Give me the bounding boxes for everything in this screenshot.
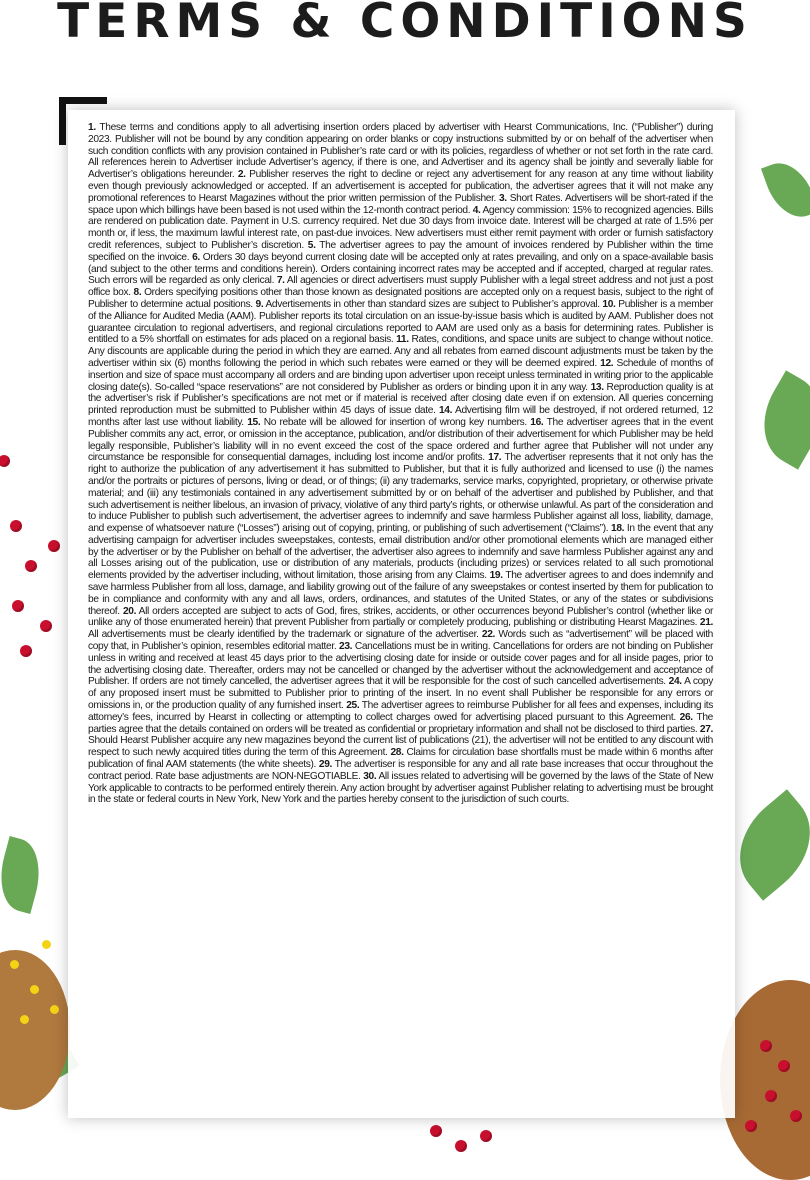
- clause-number: 13.: [590, 381, 604, 393]
- berry-icon: [455, 1140, 467, 1152]
- clause-text: Advertisements in other than standard sizes are subject to Publisher’s approval.: [263, 298, 603, 310]
- clause-text: Rates, conditions, and space units are subject to change without notice. Any discounts are applicable during the period in which they are earned. Any and all rebates from earned discount adjustments must be taken by the advertiser within six (6) months following the period in which such rebates were earned or they will be deemed expired.: [88, 334, 714, 369]
- clause-text: The advertiser agrees to and does indemnify and save harmless Publisher from all loss, damage, and liability growing out of the failure of any sweepstakes or contest inserted by them for publication to be in compliance and conformity with any and all laws, orders, ordinances, and statutes of the United States, or any of the states or subdivisions thereof.: [88, 570, 714, 617]
- clause-text: These terms and conditions apply to all advertising insertion orders placed by advertiser with Hearst Communications, Inc. (“Publisher”) during 2023. Publisher will not be bound by any condition appearing on order blanks or copy instructions submitted by or on behalf of the advertiser when such condition conflicts with any provision contained in Publisher’s rate card or with its policies, regardless of whether or not set forth in the rate card. All references herein to Advertiser include Advertiser’s agency, if there is one, and Advertiser and its agency shall be jointly and severally liable for Advertiser’s obligations hereunder.: [88, 122, 713, 181]
- clause-number: 3.: [498, 192, 507, 204]
- clause-number: 15.: [247, 416, 261, 428]
- clause-text: Agency commission: 15% to recognized agencies. Bills are rendered on publication date. Payment in U.S. currency required. Net due 30 days from invoice date. Interest will be charged at rate of 1.5% per month or, if less, the maximum lawful interest rate, on past-due invoices. New advertisers must either remit payment with order or furnish satisfactory credit references, subject to Publisher’s discretion.: [88, 204, 713, 251]
- clause-text: Advertising film will be destroyed, if not ordered returned, 12 months after last use without liability.: [88, 405, 713, 428]
- clause-number: 16.: [530, 416, 544, 428]
- clause-number: 28.: [390, 747, 404, 759]
- clause-text: All advertisements must be clearly identified by the trademark or signature of the advertiser.: [88, 629, 482, 641]
- clause: [88, 606, 713, 629]
- berry-icon: [40, 620, 52, 632]
- clause-text: Short Rates. Advertisers will be short-rated if the space upon which billings have been based is not used within the 12-month contract period.: [88, 192, 713, 216]
- clause-text: The advertiser is responsible for any and all rate base increases that occur throughout the contract period. Rate base adjustments are NON-NEGOTIABLE.: [88, 759, 713, 782]
- clause-text: Claims for circulation base shortfalls must be made within 6 months after publication of final AAM statements (the white sheets).: [88, 747, 714, 771]
- clause-text: Orders specifying positions other than those known as designated positions are accepted only on a request basis, subject to the right of Publisher to determine actual positions.: [88, 287, 713, 310]
- terms-text: [88, 122, 713, 806]
- clause-text: All issues related to advertising will be governed by the laws of the State of New York applicable to contracts to be performed entirely therein. Any action brought by advertiser against Publisher relating to advertising must be brought in the state or federal courts in New York, New York and the parties hereby consent to the jurisdiction of such courts.: [88, 770, 713, 806]
- clause-number: 30.: [363, 770, 377, 782]
- clause-number: 23.: [339, 641, 353, 653]
- clause-number: 14.: [438, 405, 453, 417]
- clause: [256, 299, 603, 310]
- flower-icon: [10, 960, 19, 969]
- flower-icon: [20, 1015, 29, 1024]
- clause: [247, 417, 530, 428]
- clause-number: 19.: [489, 570, 503, 582]
- clause-text: Schedule of months of insertion and size of space must accompany all orders and are binding upon advertiser upon receipt unless terminated in writing prior to the applicable closing date(s). So-called “space reservations” are not considered by Publisher as orders or binding upon it in any way.: [88, 357, 713, 393]
- clause-text: No rebate will be allowed for insertion of wrong key numbers.: [260, 416, 531, 428]
- clause-number: 10.: [602, 298, 616, 310]
- berry-icon: [745, 1120, 757, 1132]
- clause-number: 26.: [679, 711, 693, 723]
- clause-text: The advertiser agrees that in the event Publisher commits any act, error, or omission in the acceptance, publication, and/or distribution of their advertisement for which Publisher may be held legally responsible, Publisher’s liability will in no event exceed the cost of the space ordered and further agree that Publisher will not under any circumstance be responsible for consequential damages, including lost income and/or profits.: [88, 416, 713, 464]
- clause-number: 24.: [668, 676, 682, 688]
- clause-text: In the event that any advertising campaign for advertiser includes sweepstakes, contests, email distribution and/or other promotional elements which are managed either by the advertiser or by the Publisher on behalf of the advertiser, the advertiser also agrees to indemnify and save harmless Publisher against any and all Losses arising out of the publication, use or distribution of any materials, products (including prizes) or services related to all such promotional elements provided by the advertiser including, without limitation, those arising from any Claims.: [88, 523, 714, 582]
- clause-number: 4.: [472, 204, 481, 216]
- berry-icon: [790, 1110, 802, 1122]
- clause-number: 25.: [346, 700, 360, 712]
- clause-number: 27.: [699, 723, 713, 735]
- clause-number: 6.: [192, 251, 200, 263]
- page-title: TERMS & CONDITIONS: [57, 0, 753, 49]
- clause-text: Reproduction quality is at the advertiser’s risk if Publisher’s specifications are not met or if material is received after closing date even if on extension. All queries concerning printed reproduction must be submitted to Publisher within 45 days of issue date.: [88, 381, 713, 417]
- clause-text: Publisher reserves the right to decline or reject any advertisement for any reason at any time without liability even though previously acknowledged or accepted. If an advertisement is accepted for publication, the advertiser agrees that it will not make any promotional references to Hearst Magazines without the prior written permission of the Publisher.: [88, 169, 713, 204]
- clause-number: 29.: [318, 759, 332, 771]
- clause-text: All orders accepted are subject to acts of God, fires, strikes, accidents, or other occurrences beyond Publisher’s control (whether like or unlike any of those enumerated herein) that prevent Publisher from partially or completely producing, publishing or distributing Hearst Magazines.: [88, 605, 713, 629]
- bowl-image: [0, 950, 70, 1110]
- berry-icon: [12, 600, 24, 612]
- berry-icon: [765, 1090, 777, 1102]
- berry-icon: [0, 455, 10, 467]
- flower-icon: [42, 940, 51, 949]
- clause-number: 9.: [255, 298, 264, 310]
- clause-text: Orders 30 days beyond current closing date will be accepted only at rates prevailing, and only on a space-available basis (and subject to the other terms and conditions herein). Orders containing incorrect rates may be accepted and if accepted, charged at regular rates. Such errors will be regarded as only clerical.: [88, 251, 713, 287]
- clause-text: The advertiser agrees to pay the amount of invoices rendered by Publisher within the time specified on the invoice.: [88, 239, 713, 263]
- clause-text: Cancellations must be in writing. Cancellations for orders are not binding on Publisher unless in writing and received at least 45 days prior to the advertising closing date for inside or outside cover pages and for all inside pages, prior to the advertising closing date. Thereafter, orders may not be cancelled or changed by the advertiser without the acknowledgement and acceptance of Publisher. If orders are not timely cancelled, the advertiser agrees that it will be responsible for the cost of such cancelled advertisements.: [88, 641, 714, 688]
- clause-number: 21.: [699, 617, 713, 629]
- clause-text: The parties agree that the details contained on orders will be treated as confidential or proprietary information and shall not be disclosed to third parties.: [88, 711, 713, 735]
- clause-number: 12.: [600, 357, 614, 369]
- berry-icon: [25, 560, 37, 572]
- clause-text: The advertiser represents that it not only has the right to authorize the publication of any advertisement it has submitted to Publisher, but that it is fully authorized and licensed to use (i) the names and/or the portraits or pictures of persons, living or dead, or of things; (ii) any trademarks, service marks, copyrighted, proprietary, or otherwise private material; and (iii) any testimonials contained in any advertisement submitted by or on behalf of the advertiser and published by Publisher, and that such advertisement is neither libelous, an invasion of privacy, violative of any third party’s rights, or otherwise unlawful. As part of the consideration and to induce Publisher to publish such advertisement, the advertiser agrees to indemnify and save harmless Publisher against all loss, liability, damage, and expense of whatsoever nature (“Losses”) arising out of copying, printing, or publishing of such advertisement (“Claims”).: [88, 452, 713, 535]
- berry-icon: [430, 1125, 442, 1137]
- leaf-icon: [761, 155, 810, 225]
- clause-text: Words such as “advertisement” will be placed with copy that, in Publisher’s opinion, resembles editorial matter.: [88, 629, 713, 653]
- leaf-icon: [0, 836, 48, 914]
- clause-number: 7.: [276, 275, 285, 287]
- clause-number: 18.: [611, 523, 625, 535]
- flower-icon: [50, 1005, 59, 1014]
- clause-number: 22.: [481, 629, 496, 641]
- clause-number: 2.: [237, 169, 246, 181]
- berry-icon: [20, 645, 32, 657]
- berry-icon: [10, 520, 22, 532]
- clause: [88, 452, 713, 534]
- clause-number: 1.: [88, 122, 96, 133]
- clause-number: 11.: [396, 334, 409, 346]
- flower-icon: [30, 985, 39, 994]
- berry-icon: [480, 1130, 492, 1142]
- berry-icon: [48, 540, 60, 552]
- clause-text: The advertiser agrees to reimburse Publisher for all fees and expenses, including its attorney’s fees, incurred by Hearst in collecting or attempting to collect charges owed for advertising placed pursuant to this Agreement.: [88, 700, 713, 723]
- clause-text: Publisher is a member of the Alliance for Audited Media (AAM). Publisher reports its total circulation on an issue-by-issue basis which is audited by AAM. Publisher does not guarantee circulation to regional advertisers, and regional circulations reported to AAM are used only as a basis for determining rates. Publisher is entitled to a 5% shortfall on estimates for ads placed on a regional basis.: [88, 298, 713, 346]
- leaf-icon: [746, 370, 810, 469]
- clause-text: A copy of any proposed insert must be submitted to Publisher prior to printing of the insert. In no event shall Publisher be responsible for any errors or omissions in, or the production quality of any furnished insert.: [88, 676, 713, 712]
- clause-text: Should Hearst Publisher acquire any new magazines beyond the current list of publications (21), the advertiser will not be entitled to any discount with respect to such newly acquired titles during the term of this Agreement.: [88, 735, 713, 759]
- clause-number: 20.: [122, 605, 137, 617]
- berry-icon: [778, 1060, 790, 1072]
- berry-icon: [760, 1040, 772, 1052]
- clause-number: 8.: [133, 287, 142, 299]
- clause-number: 5.: [307, 239, 316, 251]
- clause-text: All agencies or direct advertisers must supply Publisher with a legal street address and not just a post office box.: [88, 275, 713, 299]
- clause-number: 17.: [488, 452, 502, 464]
